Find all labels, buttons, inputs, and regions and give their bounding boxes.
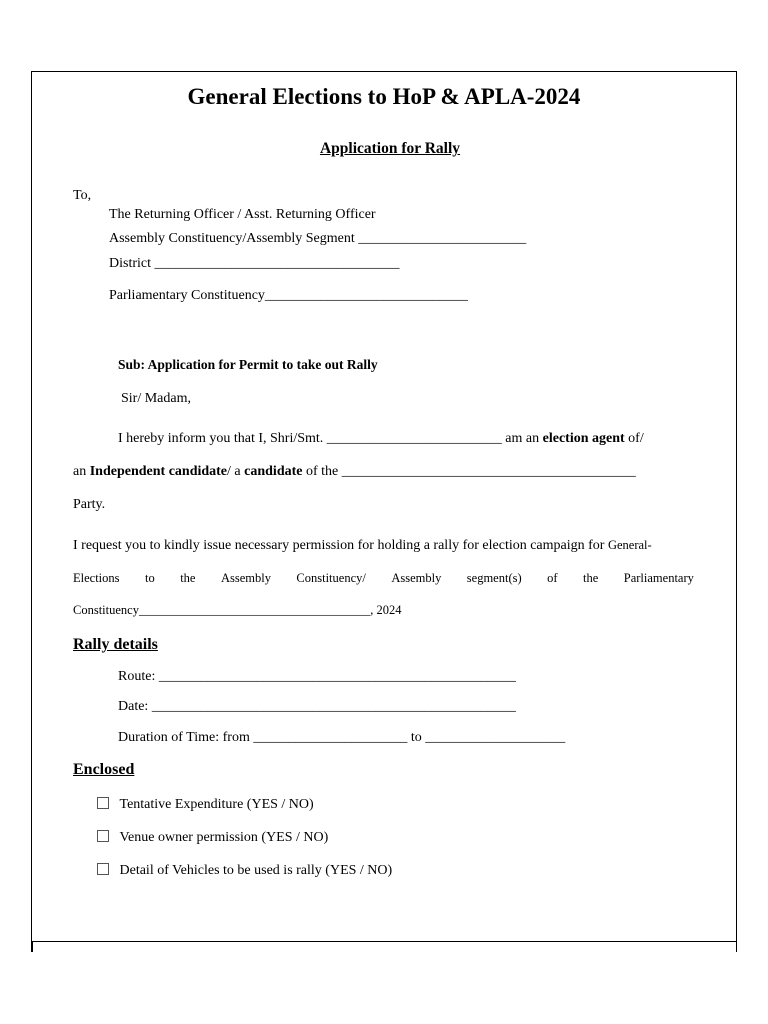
date-field[interactable]: Date: ____________________________________________________ [118, 699, 516, 714]
p5-word: of [547, 571, 558, 585]
enclosed-item-label: Venue owner permission (YES / NO) [119, 830, 329, 845]
checkbox-icon[interactable] [97, 830, 109, 842]
p5-word: Elections [73, 571, 120, 585]
letter-p1-end: of/ [624, 431, 644, 446]
enclosed-item[interactable] [97, 830, 328, 846]
duration-field[interactable]: Duration of Time: from ______________________ to ____________________ [118, 730, 566, 745]
p5-word: the [180, 571, 196, 585]
p5-word: the [583, 571, 599, 585]
election-agent-text: election agent [542, 431, 625, 446]
p5-word: Constituency/ [296, 571, 366, 585]
rally-details-heading: Rally details [73, 636, 158, 653]
checkbox-icon[interactable] [97, 863, 109, 875]
candidate-text: candidate [244, 464, 303, 479]
checkbox-icon[interactable] [97, 797, 109, 809]
p5-word: to [144, 571, 155, 585]
independent-candidate-text: Independent candidate [89, 464, 228, 479]
letter-p2-mid: / a [227, 464, 245, 479]
p5-word: Assembly [391, 571, 442, 585]
parliamentary-constituency-field[interactable]: Constituency_____________________________________, 2024 [73, 603, 402, 617]
letter-p2-start: an [73, 464, 90, 479]
letter-paragraph-2 [73, 464, 636, 480]
address-assembly-constituency[interactable]: Assembly Constituency/Assembly Segment ________________________ [109, 231, 527, 246]
letter-paragraph-5 [73, 571, 694, 586]
page-border-tail-right [736, 942, 738, 952]
party-name-field[interactable]: of the __________________________________________ [302, 464, 636, 479]
letter-salutation: Sir/ Madam, [121, 391, 191, 406]
address-to: To, [73, 188, 92, 203]
letter-subject: Sub: Application for Permit to take out Rally [118, 357, 378, 372]
enclosed-item-label: Detail of Vehicles to be used is rally (YES / NO) [119, 863, 393, 878]
p5-word: Assembly [220, 571, 271, 585]
route-field[interactable]: Route: ___________________________________________________ [118, 669, 516, 684]
enclosed-item[interactable] [97, 863, 392, 879]
letter-paragraph-1 [118, 431, 644, 447]
agent-name-field[interactable]: I hereby inform you that I, Shri/Smt. _________________________ am an [118, 431, 543, 446]
document-title: General Elections to HoP & APLA-2024 [187, 84, 581, 109]
page-border-tail-left [31, 942, 33, 952]
p5-word: segment(s) [466, 571, 522, 585]
letter-party-text: Party. [73, 497, 106, 512]
letter-p4-general: General- [607, 538, 652, 552]
p5-word: Parliamentary [623, 571, 694, 585]
address-returning-officer: The Returning Officer / Asst. Returning Officer [109, 207, 376, 222]
document-subtitle: Application for Rally [319, 140, 461, 157]
address-parliamentary-constituency[interactable]: Parliamentary Constituency_____________________________ [109, 288, 468, 303]
enclosed-item[interactable] [97, 797, 314, 813]
enclosed-item-label: Tentative Expenditure (YES / NO) [119, 797, 314, 812]
enclosed-heading: Enclosed [73, 761, 135, 778]
letter-p4-text: I request you to kindly issue necessary permission for holding a rally for election campaign for [73, 538, 608, 553]
address-district[interactable]: District ___________________________________ [109, 256, 400, 271]
letter-paragraph-4 [73, 538, 652, 554]
